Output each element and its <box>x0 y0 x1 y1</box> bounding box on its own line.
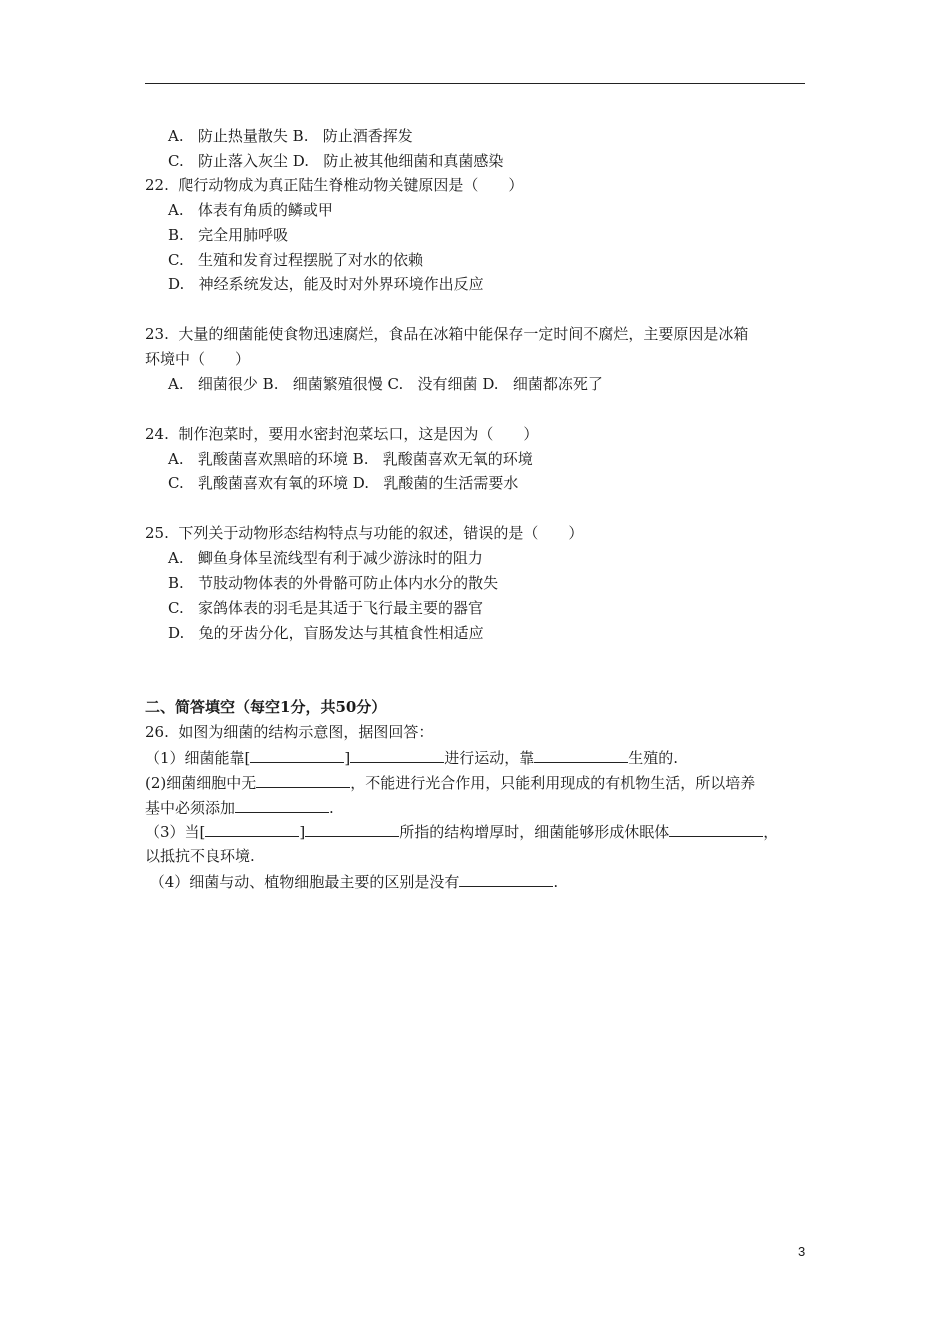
q26-part2-line1: (2)细菌细胞中无 ，不能进行光合作用，只能利用现成的有机物生活，所以培养 <box>145 774 756 792</box>
answer-blank[interactable] <box>459 871 553 887</box>
q24-options-ab: A. 乳酸菌喜欢黑暗的环境 B. 乳酸菌喜欢无氧的环境 <box>168 450 533 468</box>
q23-options: A. 细菌很少 B. 细菌繁殖很慢 C. 没有细菌 D. 细菌都冻死了 <box>168 375 603 393</box>
q26-stem: 26. 如图为细菌的结构示意图，据图回答： <box>145 723 434 741</box>
answer-blank[interactable] <box>235 797 329 813</box>
answer-blank[interactable] <box>669 821 763 837</box>
answer-blank[interactable] <box>250 747 344 763</box>
q24-stem: 24. 制作泡菜时，要用水密封泡菜坛口，这是因为（ ） <box>145 425 539 443</box>
q22-option-c: C. 生殖和发育过程摆脱了对水的依赖 <box>168 251 424 269</box>
q26-part1: （1）细菌能靠[ ] 进行运动，靠 生殖的. <box>145 749 679 767</box>
answer-blank[interactable] <box>350 747 444 763</box>
q26-part2-line2: 基中必须添加 . <box>145 799 334 817</box>
q25-option-a: A. 鲫鱼身体呈流线型有利于减少游泳时的阻力 <box>168 549 483 567</box>
q26-part3-line1: （3）当[ ] 所指的结构增厚时，细菌能够形成休眠体 ， <box>145 823 779 841</box>
q25-option-d: D. 兔的牙齿分化，盲肠发达与其植食性相适应 <box>168 624 484 642</box>
answer-blank[interactable] <box>256 772 350 788</box>
q25-option-c: C. 家鸽体表的羽毛是其适于飞行最主要的器官 <box>168 599 484 617</box>
q23-stem-line2: 环境中（ ） <box>145 350 251 368</box>
q23-stem-line1: 23. 大量的细菌能使食物迅速腐烂，食品在冰箱中能保存一定时间不腐烂，主要原因是冰箱 <box>145 325 749 343</box>
answer-blank[interactable] <box>534 747 628 763</box>
section-title: 二、简答填空（每空1分，共50分） <box>145 698 387 716</box>
q24-options-cd: C. 乳酸菌喜欢有氧的环境 D. 乳酸菌的生活需要水 <box>168 474 519 492</box>
q21-options-cd: C. 防止落入灰尘 D. 防止被其他细菌和真菌感染 <box>168 152 504 170</box>
q26-part4: （4）细菌与动、植物细胞最主要的区别是没有 . <box>145 873 559 891</box>
q22-option-d: D. 神经系统发达，能及时对外界环境作出反应 <box>168 275 484 293</box>
q22-option-a: A. 体表有角质的鳞或甲 <box>168 201 333 219</box>
q25-stem: 25. 下列关于动物形态结构特点与功能的叙述，错误的是（ ） <box>145 524 584 542</box>
q25-option-b: B. 节肢动物体表的外骨骼可防止体内水分的散失 <box>168 574 499 592</box>
q21-options-ab: A. 防止热量散失 B. 防止酒香挥发 <box>168 127 413 145</box>
header-rule <box>145 83 805 84</box>
q22-stem: 22. 爬行动物成为真正陆生脊椎动物关键原因是（ ） <box>145 176 524 194</box>
answer-blank[interactable] <box>205 821 299 837</box>
page-number: 3 <box>798 1244 806 1259</box>
q26-part3-line2: 以抵抗不良环境. <box>145 847 255 865</box>
q22-option-b: B. 完全用肺呼吸 <box>168 226 289 244</box>
answer-blank[interactable] <box>305 821 399 837</box>
